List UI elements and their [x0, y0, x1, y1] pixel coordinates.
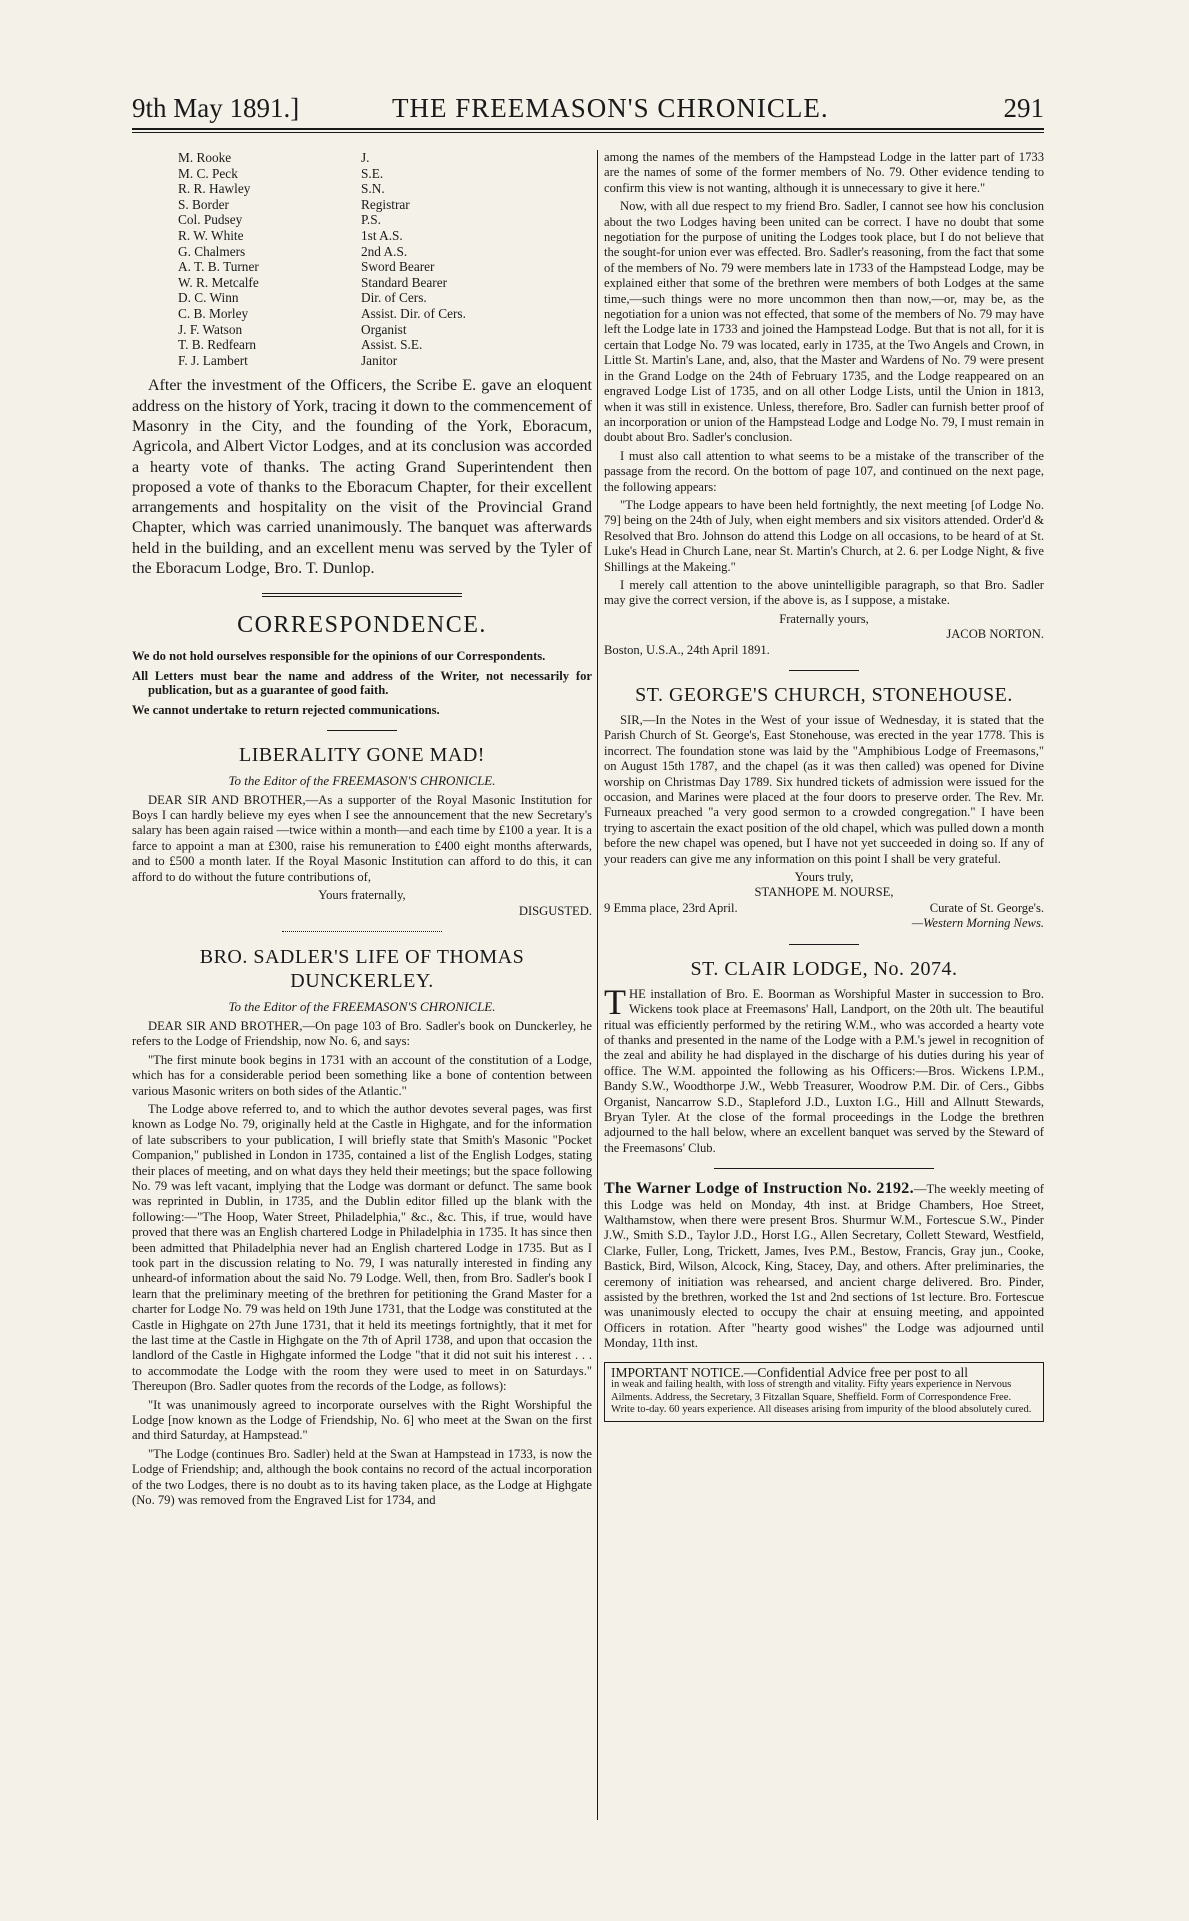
officer-office: Standard Bearer [361, 274, 448, 290]
stclair-dropcap: T [604, 981, 626, 1022]
officer-office: Registrar [361, 196, 410, 212]
duckerley-cont-paragraph: among the names of the members of the Hampstead Lodge in the latter part of 1733 are the names of some of the former members of No. 79. Other evidence tending to confirm this view is not wanting, although it is unnecessary to give it here." [604, 150, 1044, 195]
officer-office: Assist. S.E. [361, 337, 423, 353]
officer-row [178, 197, 592, 213]
liberality-to-editor: To the Editor of the FREEMASON'S CHRONICLE. [228, 772, 496, 788]
officer-row [178, 228, 592, 244]
duckerley-paragraph: "The Lodge (continues Bro. Sadler) held at the Swan at Hampstead in 1733, is now the Lodge of Friendship; and, although the book contains no record of the actual incorporation of the two Lodges, there is no doubt as to its having taken place, as the Lodge at Highgate (No. 79) was removed from the Engraved List for 1734, and [132, 1446, 592, 1508]
duckerley-paragraph: "The first minute book begins in 1731 with an account of the constitution of a Lodge, which has for a considerable period been something like a bone of contention between various Masonic writers on both sides of the Atlantic." [132, 1052, 592, 1098]
warner-paragraph [604, 1181, 1044, 1351]
officer-name: M. C. Peck [178, 165, 238, 181]
correspondence-notice: All Letters must bear the name and address of the Writer, not necessarily for publication, but as a guarantee of good faith. [132, 668, 592, 698]
correspondence-title: CORRESPONDENCE. [237, 612, 487, 639]
section-rule [262, 593, 462, 597]
stgeorge-body: SIR,—In the Notes in the West of your issue of Wednesday, it is stated that the Parish Church of St. George's, East Stonehouse, was erected in the year 1778. This is incorrect. The foundation stone was laid by the "Amphibious Lodge of Freemasons," on August 15th 1787, and the chapel (as it was then called) was opened for Divine worship on Christmas Day 1789. Six hundred tickets of admission were issued for the occasion, and Marines were placed at the four doors to preserve order. The Rev. Mr. Furneaux preached "a very good sermon to a crowded congregation." I have been trying to ascertain the exact position of the old chapel, which was pulled down a month before the new chapel was opened, but I have not yet succeeded in doing so. If any of your readers can give me any information on this point I shall be very grateful. [604, 713, 1044, 866]
officer-row [178, 275, 592, 291]
section-rule [282, 931, 442, 933]
header-rule-thin [132, 132, 1044, 133]
officer-office: S.N. [361, 181, 385, 197]
stgeorge-role: Curate of St. George's. [929, 900, 1044, 915]
liberality-title: LIBERALITY GONE MAD! [239, 743, 485, 766]
officer-name: D. C. Winn [178, 290, 239, 306]
section-rule [789, 944, 859, 945]
officer-office: S.E. [361, 165, 384, 181]
duckerley-cont-paragraph: "The Lodge appears to have been held fortnightly, the next meeting [of Lodge No. 79] being on the 24th of July, when eight members and six visitors attended. Order'd & Resolved that Bro. Johnson do attend this Lodge on all occasions, to be heard of at St. Luke's Head in Church Lane, near St. Martin's Church, at 2. 6. per Lodge Night, & five Shillings at the Makeing." [604, 497, 1044, 574]
duckerley-title: BRO. SADLER'S LIFE OF THOMAS DUNCKERLEY. [199, 945, 525, 992]
liberality-body: DEAR SIR AND BROTHER,—As a supporter of the Royal Masonic Institution for Boys I can hardly believe my eyes when I see the announcement that the new Secretary's salary has been again raised —twice within a month—and each time by £100 a year. It is a farce to appoint a man at £300, raise his remuneration to £400 eight months afterwards, and to £500 a month later. If the Royal Masonic Institution can afford to do this, it can afford to do without the future contributions of, [132, 792, 592, 884]
officer-office: Janitor [361, 352, 398, 368]
section-rule [327, 730, 397, 731]
officer-name: F. J. Lambert [178, 352, 248, 368]
header-rule [132, 128, 1044, 130]
page-header [132, 92, 1044, 126]
officer-office: Assist. Dir. of Cers. [361, 305, 466, 321]
ad-lead: IMPORTANT NOTICE.—Confidential Advice free per post to all [611, 1364, 969, 1380]
stgeorge-source: —Western Morning News. [911, 916, 1044, 931]
left-column [132, 150, 592, 1512]
officer-row [178, 290, 592, 306]
stclair-title: ST. CLAIR LODGE, No. 2074. [690, 957, 958, 980]
section-rule [714, 1168, 934, 1169]
investment-paragraph: After the investment of the Officers, the Scribe E. gave an eloquent address on the history of York, tracing it down to the commencement of Masonry in the City, and the founding of the York, Eboracum, Agricola, and Albert Victor Lodges, and at its conclusion was accorded a hearty vote of thanks. The acting Grand Superintendent then proposed a vote of thanks to the Eboracum Chapter, for their excellent arrangements and hospitality on the visit of the Provincial Grand Chapter, which was carried unanimously. The banquet was afterwards held in the building, and an excellent menu was served by the Tyler of the Eboracum Lodge, Bro. T. Dunlop. [132, 377, 592, 577]
stgeorge-address: 9 Emma place, 23rd April. [604, 900, 738, 915]
masthead-title: THE FREEMASON'S CHRONICLE. [392, 93, 829, 123]
duckerley-cont-paragraph: I must also call attention to what seems to be a mistake of the transcriber of the passage from the record. On the bottom of page 107, and continued on the next page, the following appears: [604, 448, 1044, 494]
officer-name: R. W. White [178, 227, 244, 243]
officer-name: A. T. B. Turner [178, 259, 259, 275]
officer-name: S. Border [178, 196, 229, 212]
officer-office: Organist [361, 321, 407, 337]
officer-name: T. B. Redfearn [178, 337, 257, 353]
stgeorge-address-line [604, 901, 1044, 916]
section-rule [789, 670, 859, 671]
correspondence-notice: We cannot undertake to return rejected communications. [132, 703, 440, 718]
officer-row [178, 212, 592, 228]
right-column [604, 150, 1044, 1422]
warner-title: The Warner Lodge of Instruction No. 2192. [604, 1180, 914, 1198]
officer-name: M. Rooke [178, 150, 232, 165]
duckerley-cont-paragraph: I merely call attention to the above unintelligible paragraph, so that Bro. Sadler may give the correct version, if the above is, as I suppose, a mistake. [604, 577, 1044, 608]
issue-date: 9th May 1891.] [132, 93, 300, 123]
officer-office: Dir. of Cers. [361, 290, 427, 306]
officer-row [178, 166, 592, 182]
stgeorge-closing: Yours truly, [794, 870, 854, 885]
page-number: 291 [1003, 93, 1044, 123]
officer-row [178, 150, 592, 166]
duckerley-to-editor: To the Editor of the FREEMASON'S CHRONICLE. [228, 998, 496, 1014]
stgeorge-signature: STANHOPE M. NOURSE, [754, 885, 894, 900]
stgeorge-title: ST. GEORGE'S CHURCH, STONEHOUSE. [635, 684, 1013, 706]
officer-name: W. R. Metcalfe [178, 274, 259, 290]
officer-office: J. [361, 150, 370, 165]
officer-office: 1st A.S. [361, 227, 403, 243]
officer-row [178, 306, 592, 322]
duckerley-paragraph: DEAR SIR AND BROTHER,—On page 103 of Bro. Sadler's book on Dunckerley, he refers to the Lodge of Friendship, now No. 6, and says: [132, 1018, 592, 1049]
stclair-text: HE installation of Bro. E. Boorman as Worshipful Master in succession to Bro. Wickens took place at Freemasons' Hall, Landport, on the 20th ult. The beautiful ritual was efficiently performed by the retiring W.M., who was accorded a hearty vote of thanks and presented in the name of the Lodge with a P.M.'s jewel in recognition of the zeal and ability he had displayed in the discharge of his duties during his year of office. The W.M. appointed the following as his Officers:—Bros. Wickens I.P.M., Bandy S.W., Woodthorpe J.W., Webb Treasurer, Woodrow P.M. Dir. of Cers., Gibbs Organist, Nancarrow S.D., Stapleford J.D., Luxton I.G., Hill and Allnutt Stewards, Bryan Tyler. At the close of the formal proceedings in the Lodge the brethren adjourned to the hall below, where an excellent banquet was served by the Steward of the Freemasons' Club. [604, 986, 1044, 1155]
officer-name: R. R. Hawley [178, 181, 251, 197]
liberality-signature: DISGUSTED. [518, 903, 592, 918]
norton-signature: JACOB NORTON. [946, 627, 1044, 642]
officer-name: Col. Pudsey [178, 212, 243, 228]
warner-body: —The weekly meeting of this Lodge was held on Monday, 4th inst. at Bridge Chambers, Hoe Street, Walthamstow, when there were present Bros. Shurmur W.M., Fortescue S.W., Pinder J.W., Smith S.D., Taylor J.D., Horst I.G., Allen Secretary, Collett Steward, Westfield, Clarke, Fuller, Long, Trickett, James, Ives P.M., Bestow, Francis, Gray jun., Cooke, Bastick, Bird, Wilson, Alcock, King, Stacey, Day, and others. After preliminaries, the ceremony of initiation was rehearsed, and ancient charge delivered. Bro. Pinder, assisted by the brethren, worked the 1st and 2nd sections of 1st lecture. Bro. Fortescue was unanimously elected to occupy the chair at ensuing meeting, and appointed Officers in rotation. After "hearty good wishes" the Lodge was adjourned until Monday, 11th inst. [604, 1182, 1044, 1351]
liberality-closing: Yours fraternally, [318, 888, 406, 903]
correspondence-notice: We do not hold ourselves responsible for the opinions of our Correspondents. [132, 649, 546, 664]
officer-row [178, 337, 592, 353]
officer-row [178, 259, 592, 275]
officer-name: J. F. Watson [178, 321, 243, 337]
officer-row [178, 181, 592, 197]
officer-row [178, 322, 592, 338]
duckerley-cont-paragraph: Now, with all due respect to my friend Bro. Sadler, I cannot see how his conclusion about the two Lodges having been united can be correct. I have no doubt that some negotiation for the purpose of uniting the Lodges took place, but I do not believe that the sought-for union ever was effected. Bro. Sadler's reasoning, from the fact that some of the members of No. 79 were members late in 1733 of the Hampstead Lodge, may be explained either that some of the brethren were members of both Lodges at the same time,—such things were no more uncommon then than now,—or, may be, as the negotiation for a union was not effected, that some of the members of No. 79 may have left the Lodge late in 1733 and joined the Hampstead Lodge. But that is not all, for it is certain that Lodge No. 79 was located, early in 1735, at the Two Angels and Crown, in Little St. Martin's Lane, and, also, that the Master and Wardens of No. 79 were present in the Grand Lodge on the 24th of February 1735, and the Lodge reappeared on an engraved Lodge List of 1735, and on all other Lodge Lists, until the Union in 1813, when it was still in existence. Unless, therefore, Bro. Sadler can furnish better proof of an incorporation or union of the Hampstead Lodge and Lodge No. 79, I must remain in doubt about Bro. Sadler's conclusion. [604, 199, 1044, 445]
norton-place-date: Boston, U.S.A., 24th April 1891. [604, 642, 770, 657]
officer-row [178, 244, 592, 260]
duckerley-paragraph: "It was unanimously agreed to incorporate ourselves with the Right Worshipful the Lodge [now known as the Lodge of Friendship, No. 6] who meet at the Swan on the first and third Saturday, at Hampstead." [132, 1397, 592, 1443]
officer-office: Sword Bearer [361, 259, 435, 275]
officer-row [178, 353, 592, 369]
ad-body: in weak and failing health, with loss of strength and vitality. Fifty years experience in Nervous Ailments. Address, the Secretary, 3 Fitzallan Square, Sheffield. Form of Correspondence Free. Write to-day. 60 years experience. All diseases arising from impurity of the blood absolutely cured. [611, 1379, 1032, 1416]
norton-closing: Fraternally yours, [779, 611, 869, 626]
duckerley-paragraph: The Lodge above referred to, and to which the author devotes several pages, was first known as Lodge No. 79, originally held at the Castle in Highgate, and for the information of late subscribers to your publication, I will briefly state that Smith's Masonic "Pocket Companion," published in London in 1735, contained a list of the English Lodges, stating their places of meeting, and on what days they held their meetings; but the space following No. 79 was left vacant, implying that the Lodge was dormant or defunct. The same book was reprinted in Dublin, in 1735, and the Dublin editor filled up the blank with the following:—"The Hoop, Water Street, Philadelphia," &c., &c. This, if true, would have proved that there was an English chartered Lodge in Philadelphia in 1735. It has since then been admitted that Philadelphia never had an English chartered Lodge in 1735. But as I took part in the discussion relating to No. 79, I was naturally interested in finding any unheard-of information about the said No. 79 Lodge. Well, then, from Bro. Sadler's book I learn that the preliminary meeting of the brethren for petitioning the Grand Master for a charter for Lodge No. 79 was held on 19th June 1731, that the Lodge was constituted at the Castle in Highgate on 27th June 1731, that it held its meetings fortnightly, that it met for the last time at the Castle in Highgate on the 7th of April 1738, and upon that occasion the landlord of the Castle in Highgate informed the Lodge "that it did not suit his interest . . . to accommodate the Lodge with the room they were used to meet in on Saturdays." Thereupon (Bro. Sadler quotes from the records of the Lodge, as follows): [132, 1101, 592, 1394]
advertisement [604, 1362, 1044, 1422]
column-divider [597, 150, 598, 1820]
officer-name: G. Chalmers [178, 243, 246, 259]
officer-office: 2nd A.S. [361, 243, 408, 259]
stclair-body [604, 981, 1044, 1156]
officer-list [178, 150, 592, 368]
officer-name: C. B. Morley [178, 305, 249, 321]
officer-office: P.S. [361, 212, 381, 228]
